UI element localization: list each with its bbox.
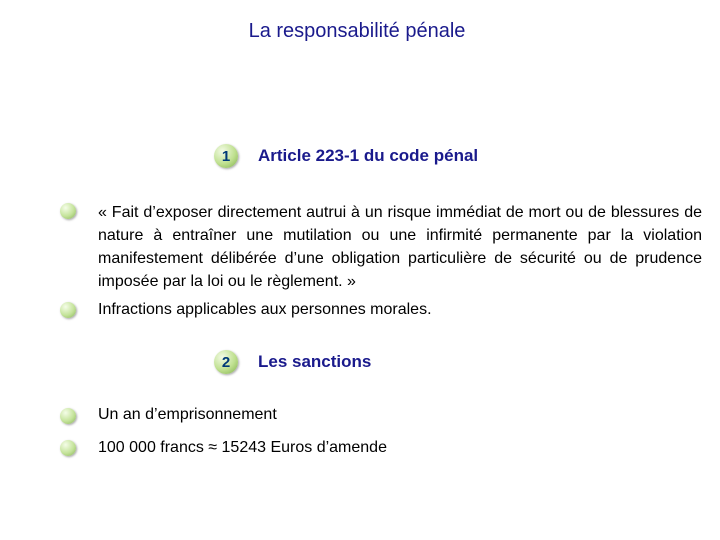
section-2-title: Les sanctions xyxy=(258,352,372,371)
fine-sanction-text: 100 000 francs ≈ 15243 Euros d’amende xyxy=(98,439,387,456)
bullet-icon xyxy=(60,302,76,318)
bullet-icon xyxy=(60,203,76,219)
page-title: La responsabilité pénale xyxy=(248,20,466,42)
section-2-number-badge: 2 xyxy=(214,350,238,374)
section-2-header xyxy=(214,350,371,374)
bullet-icon xyxy=(60,440,76,456)
prison-sanction-text: Un an d’emprisonnement xyxy=(98,406,277,423)
section-1-number-badge: 1 xyxy=(214,144,238,168)
section-1-header xyxy=(214,144,478,168)
section-1-title: Article 223-1 du code pénal xyxy=(258,146,479,165)
bullet-icon xyxy=(60,408,76,424)
article-quote-text: « Fait d’exposer directement autrui à un risque immédiat de mort ou de blessures de nature à entraîner une mutilation ou une infirmité permanente par la violation manifestement délibérée d’une obligation particulière de sécurité ou de prudence imposée par la loi ou le règlement. » xyxy=(98,204,702,290)
legal-entities-text: Infractions applicables aux personnes morales. xyxy=(98,301,432,318)
